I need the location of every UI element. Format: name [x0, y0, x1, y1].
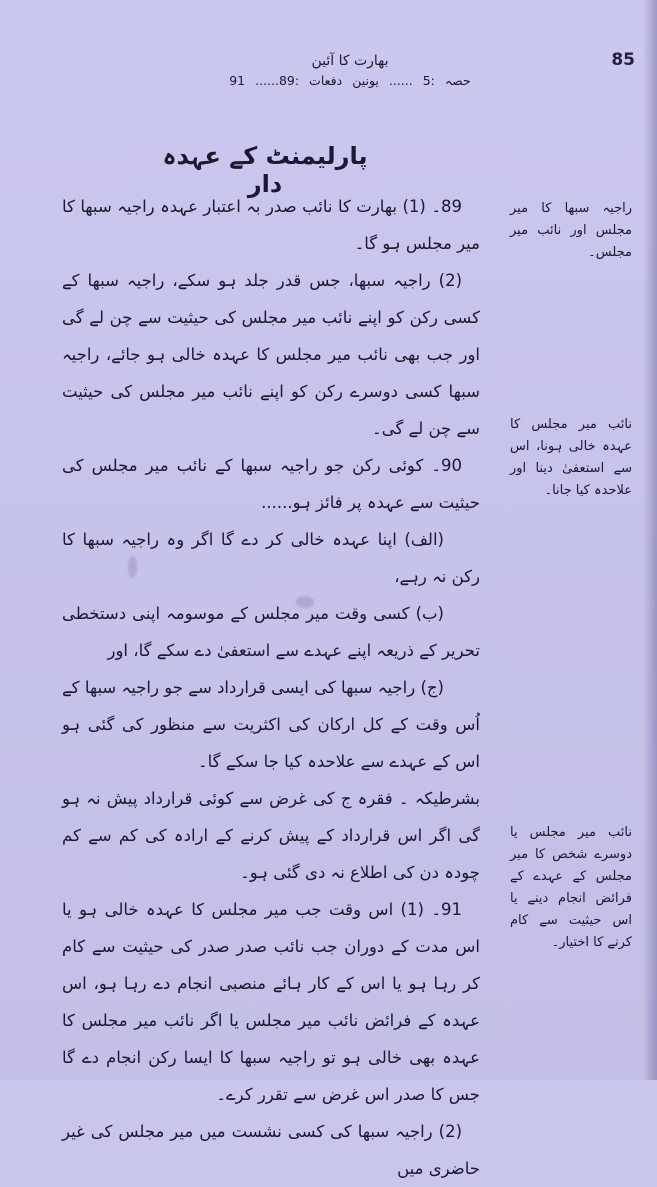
running-header — [220, 52, 480, 90]
chapter-title: پارلیمنٹ کے عہدہ دار — [162, 142, 368, 198]
margin-notes — [510, 0, 632, 1080]
page-number: 85 — [611, 50, 635, 70]
margin-note-article-91: نائب میر مجلس یا دوسرے شخص کا میر مجلس کے عہدے کے فرائض انجام دینے یا اس حیثیت سے کام کرنے کا اختیار۔ — [510, 825, 632, 950]
article-90-clause-c: (ج) راجیہ سبھا کی ایسی قرارداد سے جو راجیہ سبھا کے اُس وقت کے کل ارکان کی اکثریت سے منظور کی گئی ہو اس کے عہدے سے علاحدہ کیا جا سکے گا۔ — [62, 678, 480, 771]
article-91-clause-1: 91۔ (1) اس وقت جب میر مجلس کا عہدہ خالی ہو یا اس مدت کے دوران جب نائب صدر صدر کی حیثیت سے کام کر رہا ہو یا اس کے کار ہائے منصبی انجام دے رہا ہو، اس عہدہ کے فرائض نائب میر مجلس یا اگر نائب میر مجلس کا عہدہ بھی خالی ہو تو راجیہ سبھا کا ایسا رکن انجام دے گا جس کا صدر اس غرض سے تقرر کرے۔ — [62, 900, 480, 1104]
article-91-clause-2: (2) راجیہ سبھا کی کسی نشست میں میر مجلس کی غیر حاضری میں — [62, 1122, 480, 1178]
binding-shadow — [643, 0, 657, 1080]
article-89-clause-2: (2) راجیہ سبھا، جس قدر جلد ہو سکے، راجیہ سبھا کے کسی رکن کو اپنے نائب میر مجلس کی حیثیت سے چن لے گی اور جب بھی نائب میر مجلس کا عہدہ خالی ہو جائے، راجیہ سبھا کسی دوسرے رکن کو اپنے نائب میر مجلس کی حیثیت سے چن لے گی۔ — [62, 271, 480, 438]
header-part: حصہ :5 ...... — [388, 73, 471, 88]
article-89-clause-1: 89۔ (1) بھارت کا نائب صدر بہ اعتبار عہدہ راجیہ سبھا کا میر مجلس ہو گا۔ — [62, 197, 480, 253]
margin-note-article-89: راجیہ سبھا کا میر مجلس اور نائب میر مجلس۔ — [510, 201, 632, 260]
margin-note-article-90: نائب میر مجلس کا عہدہ خالی ہونا، اس سے استعفیٰ دینا اور علاحدہ کیا جانا۔ — [510, 417, 632, 498]
header-articles: دفعات :89...... 91 — [229, 73, 343, 88]
header-subline — [220, 71, 480, 90]
article-90-clause-a: (الف) اپنا عہدہ خالی کر دے گا اگر وہ راجیہ سبھا کا رکن نہ رہے، — [62, 530, 480, 586]
header-union: یونین — [352, 73, 379, 88]
body-text — [62, 188, 480, 1187]
article-90: 90۔ کوئی رکن جو راجیہ سبھا کے نائب میر مجلس کی حیثیت سے عہدہ پر فائز ہو...... — [62, 456, 480, 512]
article-90-clause-b: (ب) کسی وقت میر مجلس کے موسومہ اپنی دستخطی تحریر کے ذریعہ اپنے عہدے سے استعفیٰ دے سکے گا، اور — [62, 604, 480, 660]
header-title: بھارت کا آئین — [311, 53, 389, 69]
article-90-proviso: بشرطیکہ ۔ فقرہ ج کی غرض سے کوئی قرارداد پیش نہ ہو گی اگر اس قرارداد کے پیش کرنے کے ارادہ کی کم سے کم چودہ دن کی اطلاع نہ دی گئی ہو۔ — [62, 789, 480, 882]
